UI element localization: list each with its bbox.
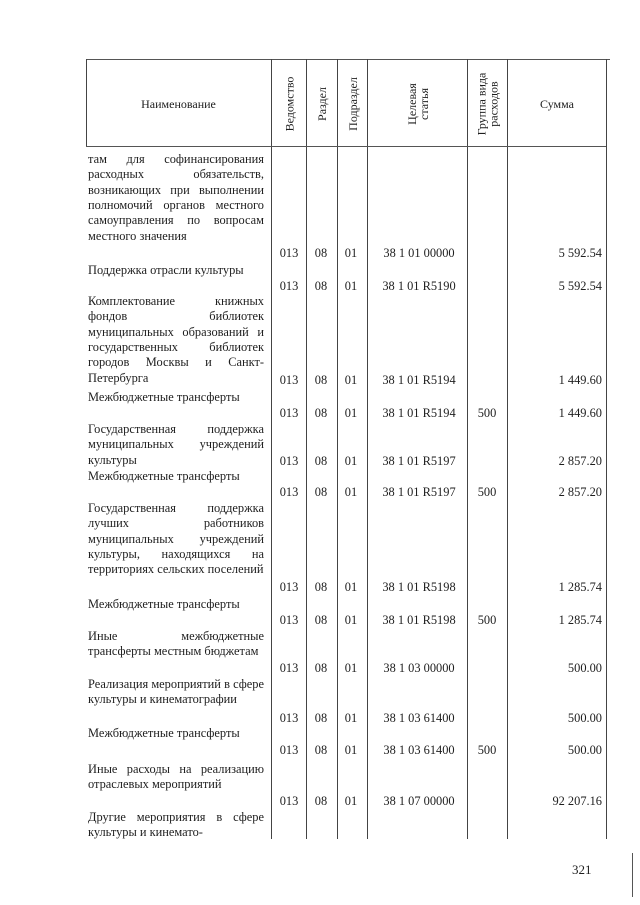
col-border-ved <box>306 59 307 839</box>
row-name: Иные межбюджетные трансферты местным бюджетам <box>88 629 264 659</box>
row-ved: 013 <box>279 613 299 627</box>
row-celevaya: 38 1 01 R5190 <box>382 279 456 293</box>
header-razdel-text: Раздел <box>315 87 330 121</box>
row-podrazdel: 01 <box>344 661 358 675</box>
row-podrazdel: 01 <box>344 373 358 387</box>
row-summa: 5 592.54 <box>558 279 602 293</box>
row-podrazdel: 01 <box>344 454 358 468</box>
col-border-pod <box>367 59 368 839</box>
row-podrazdel: 01 <box>344 485 358 499</box>
row-celevaya: 38 1 01 00000 <box>383 246 455 260</box>
row-celevaya: 38 1 03 61400 <box>383 743 455 757</box>
col-border-raz <box>337 59 338 839</box>
row-razdel: 08 <box>314 711 328 725</box>
header-gruppa-text <box>476 73 500 136</box>
row-name: Поддержка отрасли культуры <box>88 263 244 277</box>
header-celevaya-line1: Целевая <box>404 83 419 125</box>
row-ved: 013 <box>279 246 299 260</box>
row-name: Комплектование книжных фондов библиотек муниципальных образований и государственных библиотек городов Москвы и Санкт-Петербурга <box>88 294 264 385</box>
row-celevaya: 38 1 01 R5198 <box>382 613 456 627</box>
row-summa: 1 449.60 <box>558 406 602 420</box>
row-summa: 1 449.60 <box>558 373 602 387</box>
col-border-name <box>271 59 272 839</box>
row-celevaya: 38 1 03 00000 <box>383 661 455 675</box>
header-podrazdel <box>338 62 367 146</box>
header-vedomstvo-text: Ведомство <box>282 76 297 132</box>
row-celevaya: 38 1 07 00000 <box>383 794 455 808</box>
row-gruppa: 500 <box>477 743 497 757</box>
row-ved: 013 <box>279 454 299 468</box>
row-razdel: 08 <box>314 794 328 808</box>
col-border-grp <box>507 59 508 839</box>
row-ved: 013 <box>279 743 299 757</box>
row-gruppa: 500 <box>477 406 497 420</box>
row-podrazdel: 01 <box>344 279 358 293</box>
row-ved: 013 <box>279 711 299 725</box>
row-name: Государственная поддержка лучших работников муниципальных учреждений культуры, находящихся на территориях сельских поселений <box>88 501 264 577</box>
row-podrazdel: 01 <box>344 794 358 808</box>
row-podrazdel: 01 <box>344 613 358 627</box>
row-gruppa: 500 <box>477 485 497 499</box>
header-celevaya <box>368 62 467 146</box>
scan-edge-mark <box>632 853 633 897</box>
row-razdel: 08 <box>314 661 328 675</box>
header-name <box>86 62 271 146</box>
row-name: Другие мероприятия в сфере культуры и кинемато- <box>88 810 264 840</box>
row-ved: 013 <box>279 406 299 420</box>
row-summa: 2 857.20 <box>558 485 602 499</box>
col-border-cel <box>467 59 468 839</box>
row-razdel: 08 <box>314 613 328 627</box>
row-summa: 2 857.20 <box>558 454 602 468</box>
row-name: Межбюджетные трансферты <box>88 469 240 483</box>
row-podrazdel: 01 <box>344 580 358 594</box>
row-ved: 013 <box>279 794 299 808</box>
header-gruppa <box>468 62 507 146</box>
row-razdel: 08 <box>314 580 328 594</box>
header-razdel <box>307 62 337 146</box>
row-razdel: 08 <box>314 279 328 293</box>
row-summa: 5 592.54 <box>558 246 602 260</box>
table-top-border <box>86 59 610 60</box>
row-razdel: 08 <box>314 246 328 260</box>
row-celevaya: 38 1 01 R5198 <box>382 580 456 594</box>
header-celevaya-text <box>405 83 429 125</box>
header-vedomstvo <box>272 62 306 146</box>
row-summa: 1 285.74 <box>558 613 602 627</box>
row-celevaya: 38 1 01 R5194 <box>382 406 456 420</box>
row-razdel: 08 <box>314 373 328 387</box>
row-ved: 013 <box>279 373 299 387</box>
row-ved: 013 <box>279 279 299 293</box>
row-celevaya: 38 1 03 61400 <box>383 711 455 725</box>
col-border-right <box>606 59 607 839</box>
row-razdel: 08 <box>314 454 328 468</box>
row-name: Межбюджетные трансферты <box>88 597 240 611</box>
row-name: Межбюджетные трансферты <box>88 726 240 740</box>
row-podrazdel: 01 <box>344 406 358 420</box>
row-celevaya: 38 1 01 R5197 <box>382 454 456 468</box>
header-summa <box>508 62 606 146</box>
row-name: Межбюджетные трансферты <box>88 390 240 404</box>
row-name: Реализация мероприятий в сфере культуры и кинематографии <box>88 677 264 707</box>
header-name-text: Наименование <box>141 97 216 111</box>
row-razdel: 08 <box>314 485 328 499</box>
row-name: Иные расходы на реализацию отраслевых мероприятий <box>88 762 264 792</box>
header-gruppa-line2: расходов <box>486 81 501 127</box>
row-name: Государственная поддержка муниципальных учреждений культуры <box>88 422 264 467</box>
row-gruppa: 500 <box>477 613 497 627</box>
header-bottom-border <box>86 146 606 147</box>
row-podrazdel: 01 <box>344 743 358 757</box>
row-razdel: 08 <box>314 743 328 757</box>
row-podrazdel: 01 <box>344 246 358 260</box>
row-celevaya: 38 1 01 R5194 <box>382 373 456 387</box>
header-summa-text: Сумма <box>540 97 574 111</box>
row-summa: 500.00 <box>567 711 602 725</box>
row-summa: 500.00 <box>567 743 602 757</box>
row-ved: 013 <box>279 485 299 499</box>
row-ved: 013 <box>279 580 299 594</box>
row-summa: 92 207.16 <box>552 794 602 808</box>
row-summa: 500.00 <box>567 661 602 675</box>
row-razdel: 08 <box>314 406 328 420</box>
page-number: 321 <box>572 862 592 877</box>
header-gruppa-line1: Группа вида <box>474 72 489 136</box>
header-podrazdel-text: Подраздел <box>345 77 360 131</box>
row-celevaya: 38 1 01 R5197 <box>382 485 456 499</box>
header-celevaya-line2: статья <box>416 88 431 120</box>
row-name: там для софинансирования расходных обязательств, возникающих при выполнении полномочий органов местного самоуправления по вопросам местного значения <box>88 152 264 243</box>
row-podrazdel: 01 <box>344 711 358 725</box>
row-ved: 013 <box>279 661 299 675</box>
row-summa: 1 285.74 <box>558 580 602 594</box>
